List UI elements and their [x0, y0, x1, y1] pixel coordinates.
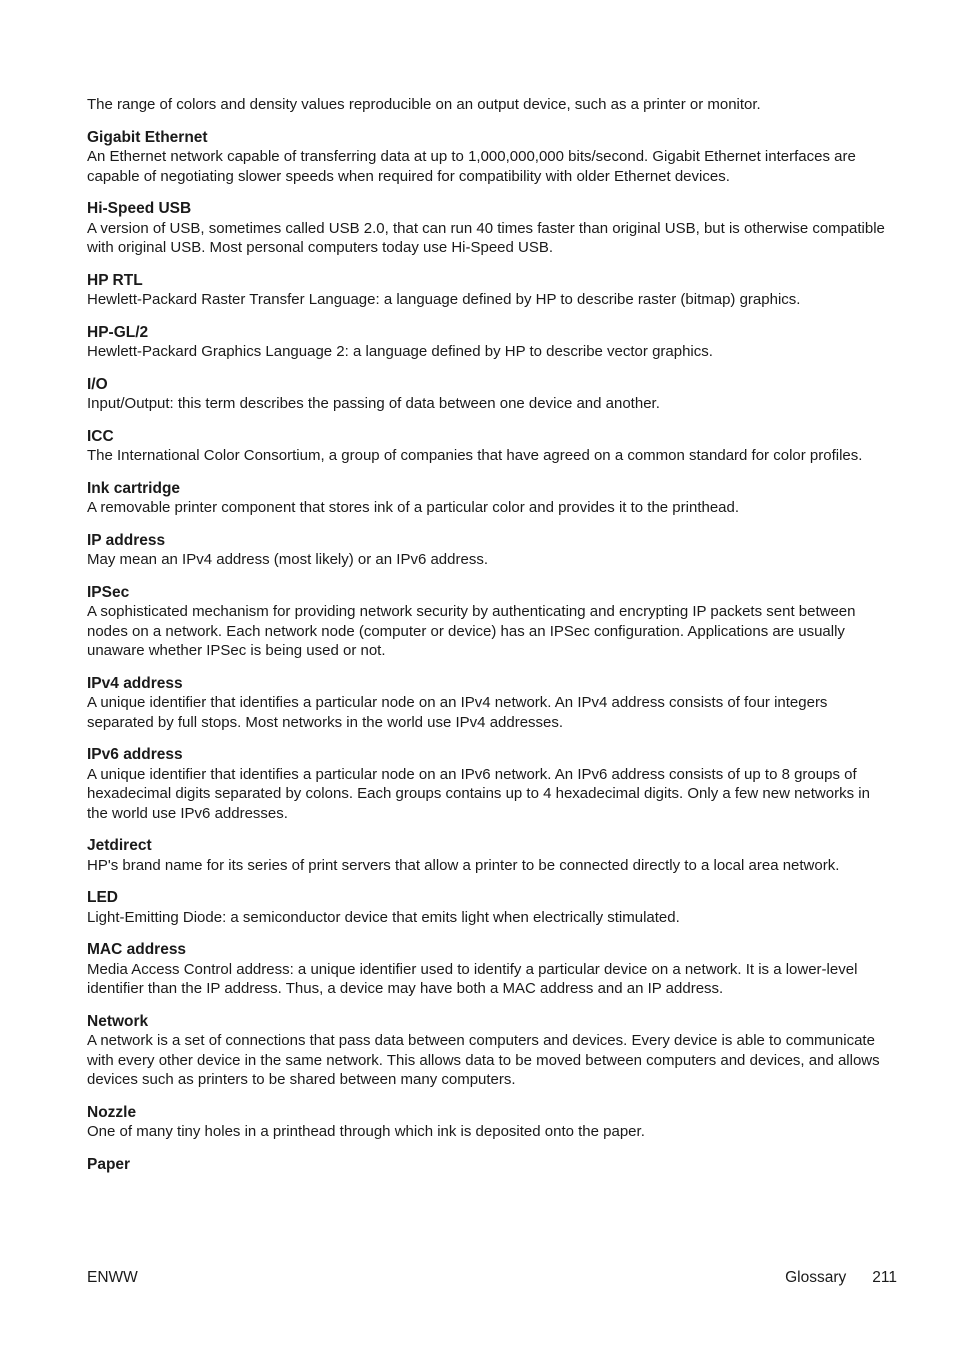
glossary-definition: An Ethernet network capable of transferring data at up to 1,000,000,000 bits/second. Gigabit Ethernet interfaces are capable of negotiating slower speeds when required for compatibility with older Ethernet devices.	[87, 148, 856, 185]
glossary-definition: Hewlett-Packard Graphics Language 2: a language defined by HP to describe vector graphics.	[87, 343, 713, 360]
glossary-definition: A version of USB, sometimes called USB 2.0, that can run 40 times faster than original USB, but is otherwise compatible with original USB. Most personal computers today use Hi-Speed USB.	[87, 219, 885, 256]
footer-right	[785, 1268, 897, 1288]
glossary-entry	[87, 940, 887, 999]
glossary-entry	[87, 1103, 887, 1142]
glossary-entry	[87, 1012, 887, 1090]
glossary-entry	[87, 323, 887, 362]
glossary-term: Gigabit Ethernet	[87, 128, 208, 146]
glossary-term: ICC	[87, 427, 114, 445]
glossary-term: MAC address	[87, 941, 187, 958]
glossary-definition: Media Access Control address: a unique identifier used to identify a particular device on a network. It is a lower-level identifier than the IP address. Thus, a device may have both a MAC address and an IP address.	[87, 960, 858, 997]
glossary-entry	[87, 531, 887, 570]
glossary-entry	[87, 888, 887, 927]
glossary-definition: A unique identifier that identifies a particular node on an IPv6 network. An IPv6 address consists of up to 8 groups of hexadecimal digits separated by colons. Each groups contains up to 4 hexadecimal digits. Only a few new networks in the world use IPv6 addresses.	[87, 765, 870, 822]
glossary-entry	[87, 427, 887, 466]
glossary-term: LED	[87, 889, 118, 906]
glossary-term: Hi-Speed USB	[87, 200, 192, 217]
glossary-definition: Hewlett-Packard Raster Transfer Language: a language defined by HP to describe raster (bitmap) graphics.	[87, 291, 801, 308]
glossary-definition: May mean an IPv4 address (most likely) or an IPv6 address.	[87, 551, 489, 568]
glossary-term: Jetdirect	[87, 837, 152, 854]
glossary-entry	[87, 271, 887, 310]
glossary-entry	[87, 583, 887, 661]
glossary-term: IPv4 address	[87, 674, 183, 692]
glossary-entry	[87, 479, 887, 518]
glossary-definition: A unique identifier that identifies a particular node on an IPv4 network. An IPv4 address consists of four integers separated by full stops. Most networks in the world use IPv4 addresses.	[87, 694, 828, 731]
glossary-entry	[87, 199, 887, 258]
glossary-entry	[87, 375, 887, 414]
footer-section-name: Glossary	[785, 1269, 847, 1286]
glossary-term: HP RTL	[87, 271, 143, 289]
glossary-term: I/O	[87, 375, 108, 393]
glossary-entry	[87, 745, 887, 823]
glossary-definition: Input/Output: this term describes the passing of data between one device and another.	[87, 395, 660, 412]
glossary-content	[87, 95, 887, 1187]
glossary-term: HP-GL/2	[87, 323, 149, 341]
glossary-definition: One of many tiny holes in a printhead through which ink is deposited onto the paper.	[87, 1123, 645, 1140]
glossary-definition: A network is a set of connections that pass data between computers and devices. Every device is able to communicate with every other device in the same network. This allows data to be moved between computers and devices, and allows devices such as printers to be shared between many computers.	[87, 1032, 880, 1088]
glossary-term: IPSec	[87, 583, 130, 601]
page-number: 211	[872, 1269, 897, 1286]
glossary-entry	[87, 836, 887, 875]
glossary-term: IPv6 address	[87, 746, 183, 763]
glossary-term: Paper	[87, 1155, 131, 1173]
glossary-definition: The International Color Consortium, a group of companies that have agreed on a common standard for color profiles.	[87, 447, 863, 464]
glossary-term: Network	[87, 1012, 149, 1030]
glossary-term: Nozzle	[87, 1103, 137, 1121]
footer-locale-code: ENWW	[87, 1269, 138, 1286]
glossary-term: IP address	[87, 531, 166, 549]
glossary-entry	[87, 1155, 887, 1175]
glossary-definition: HP's brand name for its series of print servers that allow a printer to be connected directly to a local area network.	[87, 856, 840, 874]
glossary-definition: A sophisticated mechanism for providing network security by authenticating and encrypting IP packets sent between nodes on a network. Each network node (computer or device) has an IPSec configuration. Applications are usually unaware whether IPSec is being used or not.	[87, 603, 856, 659]
glossary-term: Ink cartridge	[87, 479, 181, 497]
intro-definition: The range of colors and density values reproducible on an output device, such as a printer or monitor.	[87, 96, 761, 113]
glossary-definition: A removable printer component that stores ink of a particular color and provides it to the printhead.	[87, 499, 740, 516]
glossary-entry	[87, 674, 887, 733]
glossary-entry	[87, 128, 887, 187]
glossary-definition: Light-Emitting Diode: a semiconductor device that emits light when electrically stimulated.	[87, 908, 680, 926]
